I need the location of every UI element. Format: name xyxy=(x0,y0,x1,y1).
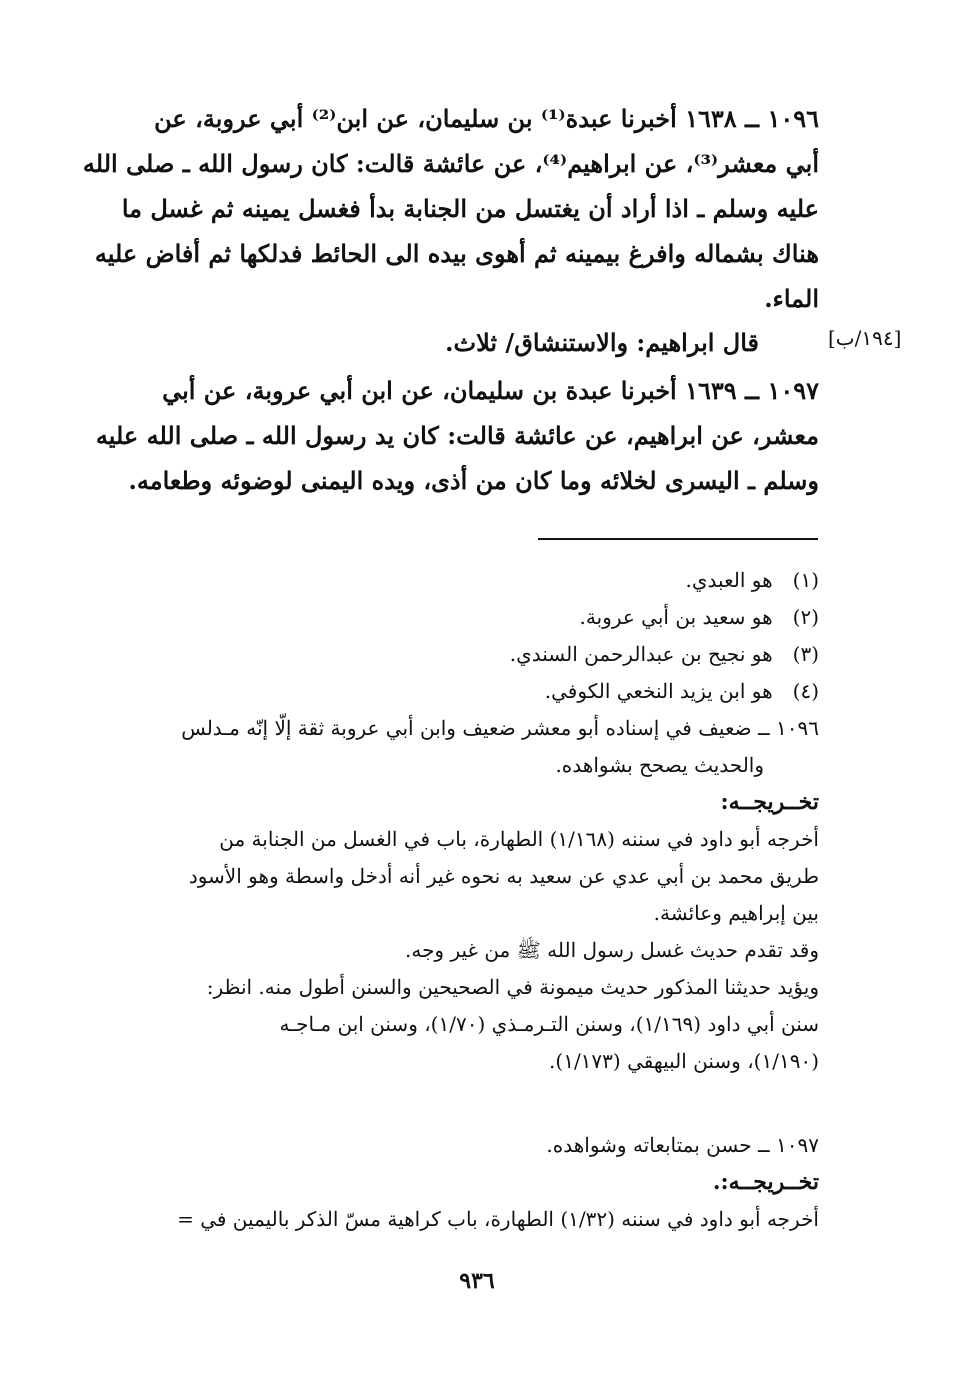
hadith-1097-line: وسلم ـ اليسرى لخلائه وما كان من أذى، ويده اليمنى لوضوئه وطعامه. xyxy=(128,466,819,495)
support-line: (١/١٩٠)، وسنن البيهقي (١/١٧٣). xyxy=(549,1049,819,1073)
takhrij-heading: تخــريجــه:. xyxy=(712,1169,819,1195)
grade-line: والحديث يصحح بشواهده. xyxy=(555,753,764,777)
grade-line: ١٠٩٦ ــ ضعيف في إسناده أبو معشر ضعيف وابن أبي عروبة ثقة إلّا إنّه مـدلس xyxy=(181,716,819,740)
footnote-separator xyxy=(538,538,818,540)
hadith-1096-line: عليه وسلم ـ اذا أراد أن يغتسل من الجنابة بدأ فغسل يمينه ثم غسل ما xyxy=(121,194,819,223)
ibrahim-note xyxy=(119,320,759,365)
footnote-number: (٣) xyxy=(792,642,819,666)
footnote-number: (١) xyxy=(792,568,819,592)
hadith-1097 xyxy=(95,368,819,503)
note-line: وقد تقدم حديث غسل رسول الله ﷺ من غير وجه. xyxy=(404,938,819,962)
footnote-text: هو نجيح بن عبدالرحمن السندي. xyxy=(509,642,773,666)
footnote-text: هو ابن يزيد النخعي الكوفي. xyxy=(544,679,773,703)
footnote-text: هو سعيد بن أبي عروبة. xyxy=(579,605,773,629)
hadith-1096 xyxy=(82,96,819,321)
folio-margin-marker: [١٩٤/ب] xyxy=(828,326,902,350)
hadith-1097-line: معشر، عن ابراهيم، عن عائشة قالت: كان يد رسول الله ـ صلى الله عليه xyxy=(95,421,819,450)
page-number: ٩٣٦ xyxy=(459,1268,495,1294)
takhrij-line: أخرجه أبو داود في سننه (١/١٦٨) الطهارة، باب في الغسل من الجنابة من xyxy=(219,827,819,851)
footnote-number: (٤) xyxy=(792,679,819,703)
footnote-number: (٢) xyxy=(792,605,819,629)
footnote-2 xyxy=(119,599,819,636)
footnote-4 xyxy=(119,673,819,710)
ibrahim-note-text: قال ابراهيم: والاستنشاق/ ثلاث. xyxy=(445,328,759,357)
hadith-1096-line: الماء. xyxy=(764,284,819,313)
support-line: ويؤيد حديثنا المذكور حديث ميمونة في الصحيحين والسنن أطول منه. انظر: xyxy=(206,975,819,999)
takhrij-line: أخرجه أبو داود في سننه (١/٣٢) الطهارة، باب كراهية مسّ الذكر باليمين في = xyxy=(177,1207,819,1231)
support-line: سنن أبي داود (١/١٦٩)، وسنن التـرمـذي (١/٧٠)، وسنن ابن مـاجـه xyxy=(279,1012,819,1036)
takhrij-line: طريق محمد بن أبي عدي عن سعيد به نحوه غير أنه أدخل واسطة وهو الأسود xyxy=(188,864,819,888)
takhrij-line: بين إبراهيم وعائشة. xyxy=(653,901,819,925)
footnote-text: هو العبدي. xyxy=(685,568,773,592)
hadith-1096-line: هناك بشماله وافرغ بيمينه ثم أهوى بيده الى الحائط فدلكها ثم أفاض عليه xyxy=(94,239,819,268)
hadith-1096-line: ١٠٩٦ ــ ١٦٣٨ أخبرنا عبدة⁽¹⁾ بن سليمان، عن ابن⁽²⁾ أبي عروبة، عن xyxy=(154,104,819,133)
takhrij-heading: تخــريجــه: xyxy=(720,789,819,815)
footnotes xyxy=(119,562,819,710)
commentary-1096 xyxy=(119,710,819,1080)
hadith-1096-line: أبي معشر⁽³⁾، عن ابراهيم⁽⁴⁾، عن عائشة قالت: كان رسول الله ـ صلى الله xyxy=(82,149,819,178)
footnote-3 xyxy=(119,636,819,673)
footnote-1 xyxy=(119,562,819,599)
grade-line: ١٠٩٧ ــ حسن بمتابعاته وشواهده. xyxy=(546,1133,819,1157)
hadith-1097-line: ١٠٩٧ ــ ١٦٣٩ أخبرنا عبدة بن سليمان، عن ابن أبي عروبة، عن أبي xyxy=(162,376,819,405)
commentary-1097 xyxy=(119,1127,819,1238)
